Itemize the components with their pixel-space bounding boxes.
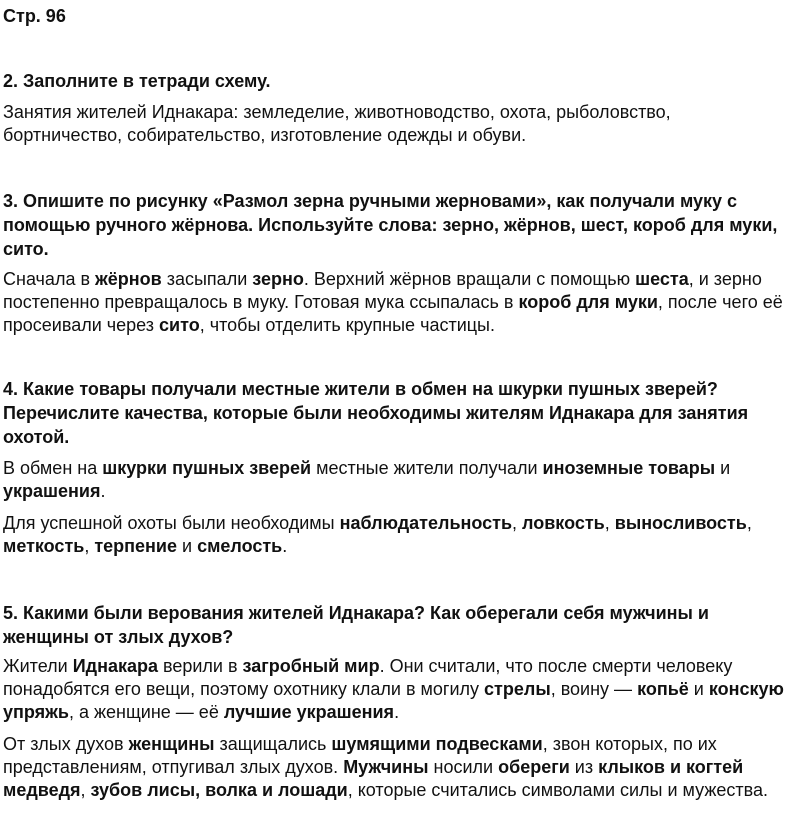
answer-5-amulets: От злых духов женщины защищались шумящими подвесками, звон которых, по их представлениям, отпугивал злых духов. Мужчины носили обереги из клыков и когтей медведя, зубов лисы, волка и лошади, которые считались символами силы и мужества. <box>3 734 768 800</box>
bold-term: женщины <box>128 734 215 754</box>
answer-2: Занятия жителей Иднакара: земледелие, животноводство, охота, рыболовство, бортничество, собирательство, изготовление одежды и обуви. <box>3 102 671 145</box>
question-block-4 <box>3 377 794 558</box>
question-2: 2. Заполните в тетради схему. <box>3 71 271 91</box>
bold-term: ловкость <box>522 513 605 533</box>
bold-term: обереги <box>498 757 570 777</box>
bold-term: шумящими подвесками <box>331 734 543 754</box>
question-block-3 <box>3 189 794 337</box>
page-number-header: Стр. 96 <box>3 6 66 26</box>
bold-term: копьё <box>637 679 689 699</box>
bold-term: конскую упряжь <box>3 679 784 722</box>
answer-5-beliefs: Жители Иднакара верили в загробный мир. Они считали, что после смерти человеку понадобятся его вещи, поэтому охотнику клали в могилу стрелы, воину — копьё и конскую упряжь, а женщине — её лучшие украшения. <box>3 656 784 722</box>
answer-4-qualities: Для успешной охоты были необходимы наблюдательность, ловкость, выносливость, меткость, терпение и смелость. <box>3 513 752 556</box>
bold-term: шеста <box>635 269 689 289</box>
answer-3: Сначала в жёрнов засыпали зерно. Верхний жёрнов вращали с помощью шеста, и зерно постепенно превращалось в муку. Готовая мука ссыпалась в короб для муки, после чего её просеивали через сито, чтобы отделить крупные частицы. <box>3 269 783 335</box>
answer-4-trade: В обмен на шкурки пушных зверей местные жители получали иноземные товары и украшения. <box>3 458 731 501</box>
bold-term: сито <box>159 315 200 335</box>
bold-term: жёрнов <box>95 269 162 289</box>
bold-term: шкурки пушных зверей <box>102 458 312 478</box>
question-block-5 <box>3 601 794 802</box>
bold-term: наблюдательность <box>339 513 513 533</box>
bold-term: выносливость <box>614 513 747 533</box>
bold-term: Мужчины <box>343 757 429 777</box>
bold-term: короб для муки <box>518 292 658 312</box>
bold-term: терпение <box>94 536 177 556</box>
question-block-2 <box>3 69 794 147</box>
question-4: 4. Какие товары получали местные жители в обмен на шкурки пушных зверей? Перечислите качества, которые были необходимы жителям Иднакара для занятия охотой. <box>3 379 749 447</box>
bold-term: смелость <box>197 536 283 556</box>
bold-term: иноземные товары <box>542 458 716 478</box>
bold-term: загробный мир <box>242 656 380 676</box>
bold-term: стрелы <box>484 679 551 699</box>
bold-term: лучшие украшения <box>223 702 395 722</box>
bold-term: зерно <box>252 269 304 289</box>
bold-term: украшения <box>3 481 101 501</box>
bold-term: зубов лисы, волка и лошади <box>90 780 348 800</box>
bold-term: Иднакара <box>72 656 158 676</box>
bold-term: меткость <box>3 536 85 556</box>
question-5: 5. Какими были верования жителей Иднакара? Как оберегали себя мужчины и женщины от злых духов? <box>3 603 709 647</box>
question-3: 3. Опишите по рисунку «Размол зерна ручными жерновами», как получали муку с помощью ручного жёрнова. Используйте слова: зерно, жёрнов, шест, короб для муки, сито. <box>3 191 778 259</box>
bold-term: клыков и когтей медведя <box>3 757 744 800</box>
